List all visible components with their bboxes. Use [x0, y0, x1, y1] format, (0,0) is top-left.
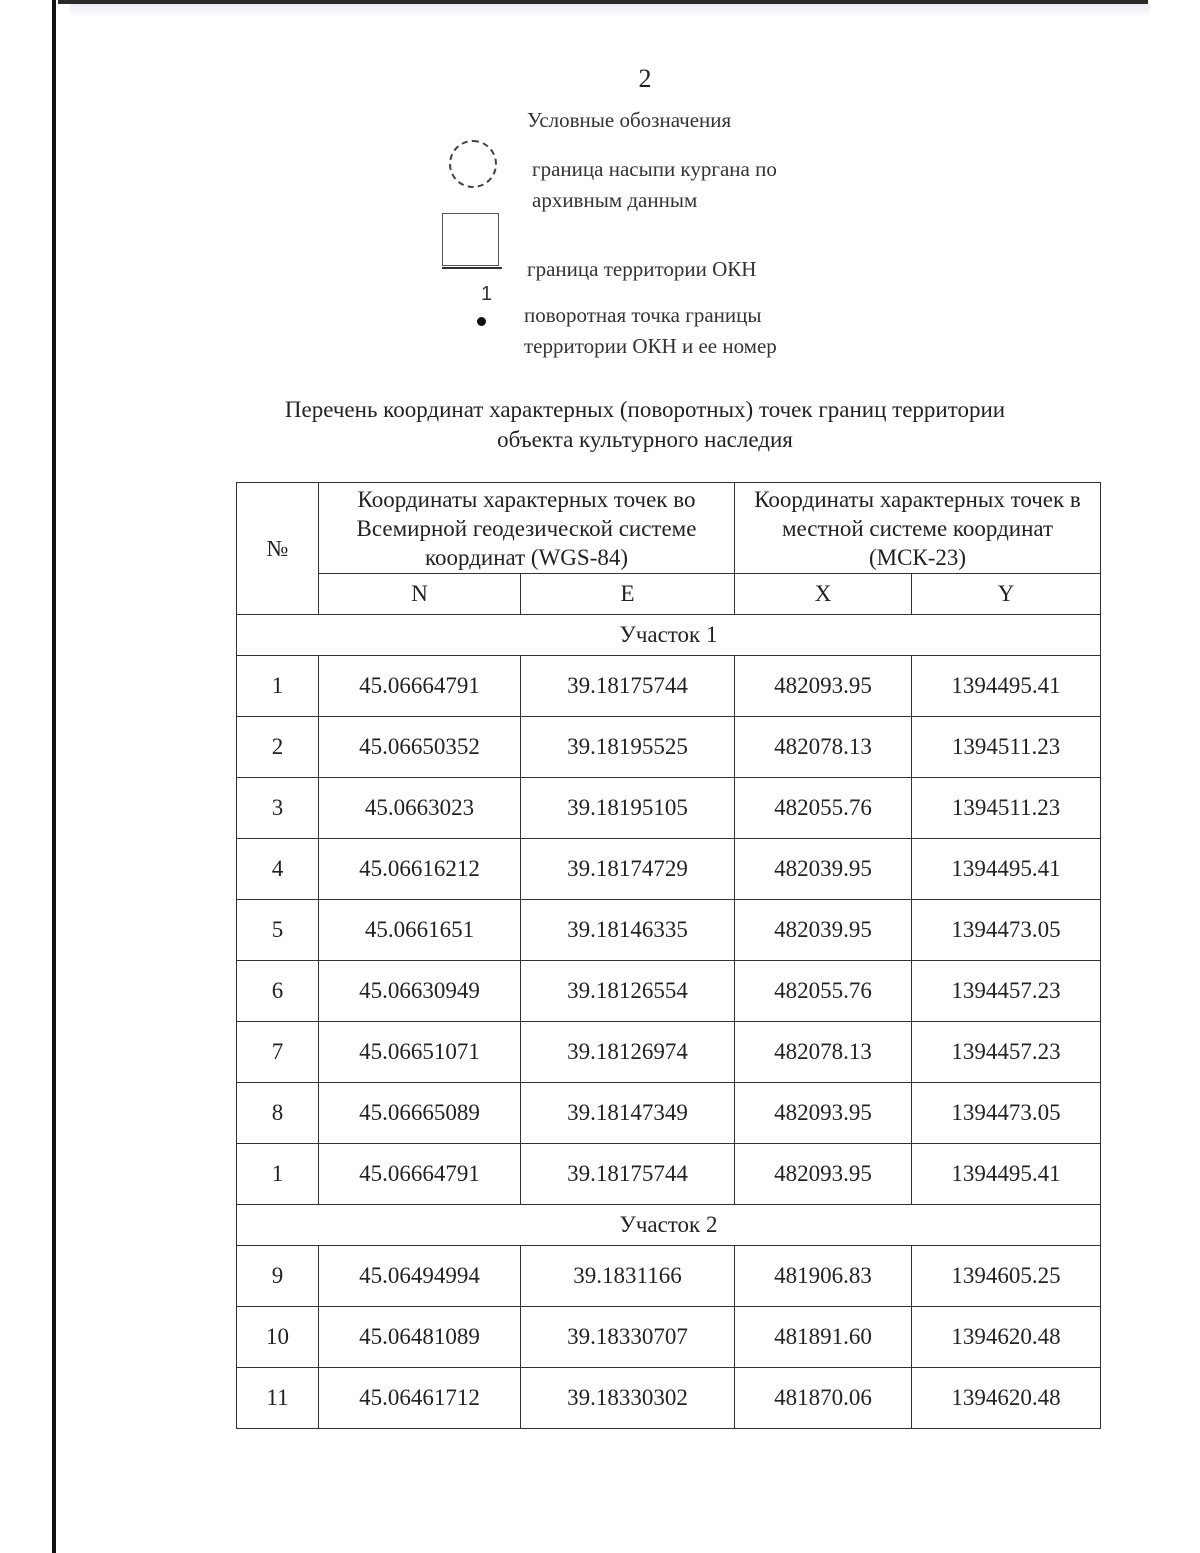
legend-title: Условные обозначения [527, 108, 732, 132]
cell-y: 1394457.23 [912, 1022, 1101, 1083]
cell-num: 8 [237, 1083, 319, 1144]
point-number-label: 1 [481, 283, 493, 305]
table-row [237, 900, 1101, 961]
cell-y: 1394495.41 [912, 839, 1101, 900]
table-row [237, 1307, 1101, 1368]
table-row [237, 1083, 1101, 1144]
cell-x: 482055.76 [735, 778, 912, 839]
section-title: Участок 2 [237, 1205, 1101, 1246]
cell-n: 45.06664791 [319, 656, 521, 717]
list-title-line: Перечень координат характерных (поворотных) точек границ территории [284, 397, 1006, 422]
table-row [237, 1144, 1101, 1205]
cell-x: 482078.13 [735, 1022, 912, 1083]
page-number: 2 [638, 64, 652, 93]
cell-num: 1 [237, 1144, 319, 1205]
cell-n: 45.06650352 [319, 717, 521, 778]
cell-y: 1394511.23 [912, 717, 1101, 778]
cell-e: 39.18126974 [521, 1022, 735, 1083]
cell-n: 45.0663023 [319, 778, 521, 839]
cell-n: 45.06494994 [319, 1246, 521, 1307]
header-e: E [521, 574, 735, 615]
cell-n: 45.06665089 [319, 1083, 521, 1144]
legend-item-line: поворотная точка границы [524, 303, 762, 327]
cell-num: 1 [237, 656, 319, 717]
table-row [237, 1246, 1101, 1307]
cell-n: 45.06664791 [319, 1144, 521, 1205]
cell-num: 11 [237, 1368, 319, 1429]
legend-item-line: архивным данным [532, 188, 698, 212]
table-row [237, 778, 1101, 839]
header-y: Y [912, 574, 1101, 615]
cell-y: 1394620.48 [912, 1368, 1101, 1429]
table-body [237, 615, 1101, 1429]
table-row [237, 656, 1101, 717]
cell-n: 45.06481089 [319, 1307, 521, 1368]
cell-e: 39.18146335 [521, 900, 735, 961]
cell-num: 2 [237, 717, 319, 778]
header-wgs84: Координаты характерных точек во Всемирной геодезической системе координат (WGS-84) [319, 483, 735, 574]
cell-n: 45.06461712 [319, 1368, 521, 1429]
header-n: N [319, 574, 521, 615]
cell-x: 482039.95 [735, 900, 912, 961]
legend-item-territory [527, 254, 756, 285]
section-title: Участок 1 [237, 615, 1101, 656]
square-outline-icon [442, 213, 499, 266]
cell-e: 39.18126554 [521, 961, 735, 1022]
cell-n: 45.06630949 [319, 961, 521, 1022]
header-msk23: Координаты характерных точек в местной системе координат (МСК-23) [735, 483, 1101, 574]
cell-e: 39.18330707 [521, 1307, 735, 1368]
table-row [237, 717, 1101, 778]
header-number: № [237, 483, 319, 615]
page-left-edge [52, 0, 56, 1553]
header-x: X [735, 574, 912, 615]
cell-x: 482093.95 [735, 1083, 912, 1144]
cell-n: 45.0661651 [319, 900, 521, 961]
cell-n: 45.06651071 [319, 1022, 521, 1083]
cell-x: 482039.95 [735, 839, 912, 900]
cell-x: 482093.95 [735, 1144, 912, 1205]
scan-shadow [70, 4, 1150, 18]
cell-num: 6 [237, 961, 319, 1022]
legend-item-line: граница насыпи кургана по [532, 157, 777, 181]
table-row [237, 1368, 1101, 1429]
cell-x: 481870.06 [735, 1368, 912, 1429]
cell-e: 39.18195105 [521, 778, 735, 839]
square-underline [442, 267, 502, 269]
cell-e: 39.18147349 [521, 1083, 735, 1144]
cell-y: 1394605.25 [912, 1246, 1101, 1307]
cell-y: 1394473.05 [912, 900, 1101, 961]
table-row [237, 961, 1101, 1022]
cell-y: 1394495.41 [912, 1144, 1101, 1205]
cell-num: 5 [237, 900, 319, 961]
cell-e: 39.18175744 [521, 1144, 735, 1205]
cell-e: 39.18195525 [521, 717, 735, 778]
legend-item-line: территории ОКН и ее номер [524, 334, 777, 358]
cell-e: 39.1831166 [521, 1246, 735, 1307]
list-title [200, 395, 1090, 455]
cell-x: 481891.60 [735, 1307, 912, 1368]
cell-num: 10 [237, 1307, 319, 1368]
table-row [237, 1022, 1101, 1083]
cell-y: 1394511.23 [912, 778, 1101, 839]
cell-y: 1394457.23 [912, 961, 1101, 1022]
cell-x: 482055.76 [735, 961, 912, 1022]
cell-y: 1394495.41 [912, 656, 1101, 717]
cell-e: 39.18174729 [521, 839, 735, 900]
coordinates-table [236, 482, 1101, 1429]
legend-item-mound [532, 154, 777, 216]
list-title-line: объекта культурного наследия [497, 427, 793, 452]
cell-num: 9 [237, 1246, 319, 1307]
cell-x: 482093.95 [735, 656, 912, 717]
section-row [237, 1205, 1101, 1246]
cell-y: 1394473.05 [912, 1083, 1101, 1144]
legend-item-point [524, 300, 777, 362]
cell-n: 45.06616212 [319, 839, 521, 900]
cell-x: 482078.13 [735, 717, 912, 778]
dashed-circle-icon [449, 140, 497, 188]
cell-num: 4 [237, 839, 319, 900]
cell-y: 1394620.48 [912, 1307, 1101, 1368]
cell-x: 481906.83 [735, 1246, 912, 1307]
cell-num: 7 [237, 1022, 319, 1083]
point-dot-icon [477, 317, 486, 326]
cell-num: 3 [237, 778, 319, 839]
legend-item-line: граница территории ОКН [527, 257, 757, 281]
cell-e: 39.18330302 [521, 1368, 735, 1429]
cell-e: 39.18175744 [521, 656, 735, 717]
section-row [237, 615, 1101, 656]
table-row [237, 839, 1101, 900]
